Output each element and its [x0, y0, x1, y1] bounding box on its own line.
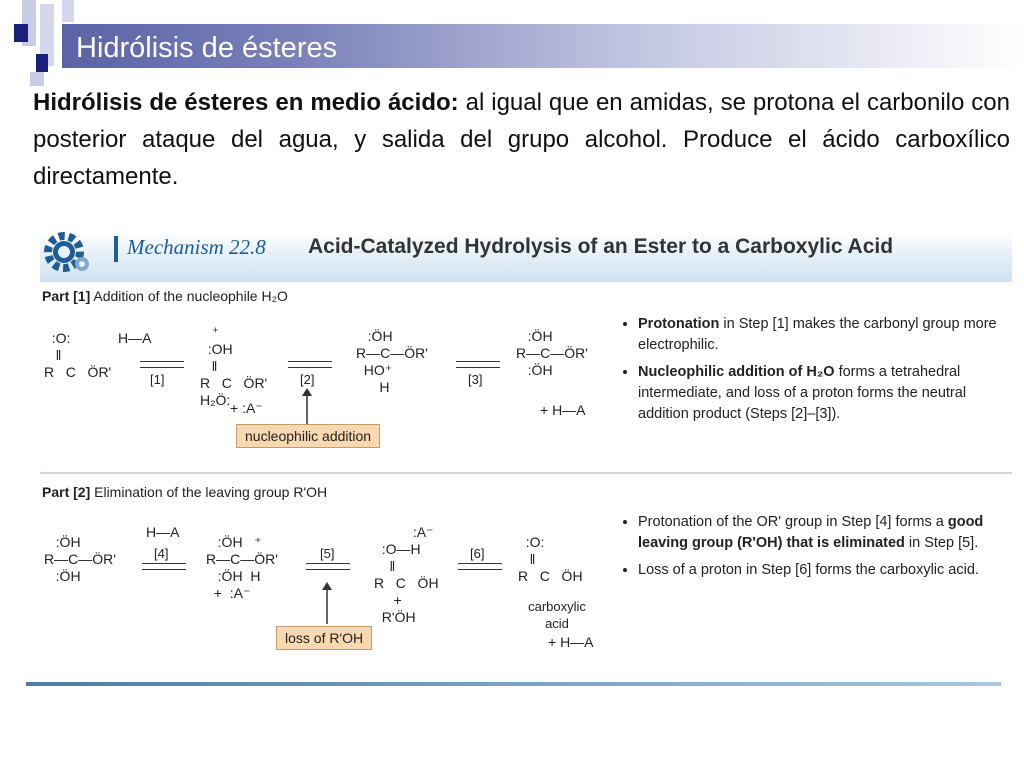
part2-reagent: H—A — [146, 524, 180, 540]
protonated-ester: ⁺ :OH ‖ R C ÖR' H₂Ö: — [200, 324, 268, 408]
part1-label-text: Addition of the nucleophile H₂O — [93, 288, 288, 304]
part1-reagent: H—A — [118, 330, 152, 346]
part2-product-extra: + H—A — [548, 634, 594, 650]
part1-product-extra: + H—A — [540, 402, 586, 418]
part2-note-1: • Protonation of the OR' group in Step [4] forms a good leaving group (R'OH) that is eliminated in Step [5]. — [638, 512, 1012, 554]
gear-icon — [40, 224, 96, 280]
intro-paragraph — [33, 84, 1010, 195]
part2-label — [42, 484, 327, 500]
eq-arrow-1 — [140, 360, 184, 370]
part2-label-bold: Part [2] — [42, 484, 91, 500]
tetrahedral-intermediate: :ÖH R—C—ÖR' HO⁺ H — [356, 328, 428, 395]
part1-note-1: • Protonation in Step [1] makes the carbonyl group more electrophilic. — [638, 314, 1012, 356]
part1-note-2: • Nucleophilic addition of H₂O forms a tetrahedral intermediate, and loss of a proton forms the neutral addition product (Steps [2]–[3]). — [638, 362, 1012, 425]
step-1-label: [1] — [150, 372, 165, 387]
mechanism-label: Mechanism 22.8 — [127, 235, 266, 259]
oxocarbenium-ion: :A⁻ :O—H ‖ R C ÖH + R'ÖH — [374, 524, 439, 625]
step-3-label: [3] — [468, 372, 483, 387]
nucleophilic-addition-box: nucleophilic addition — [236, 424, 380, 448]
protonated-leaving-group: :ÖH ⁺ R—C—ÖR' :ÖH H + :A⁻ — [206, 534, 278, 601]
eq-arrow-5 — [306, 562, 350, 572]
pointer-arrow-1 — [292, 388, 322, 428]
pointer-arrow-2 — [312, 582, 342, 626]
addition-product: :ÖH R—C—ÖR' :ÖH — [516, 328, 588, 378]
figure-bottom-rule — [26, 682, 1001, 686]
step-2-label: [2] — [300, 372, 315, 387]
carboxylic-acid: :O: ‖ R C ÖH — [518, 534, 583, 584]
eq-arrow-3 — [456, 360, 500, 370]
intro-bold: Hidrólisis de ésteres en medio ácido: — [33, 89, 459, 116]
part2-notes — [620, 512, 1012, 587]
part1-label-bold: Part [1] — [42, 288, 91, 304]
part1-notes — [620, 314, 1012, 431]
ester-structure: :O: ‖ R C ÖR' — [44, 330, 112, 380]
step-5-label: [5] — [320, 546, 335, 561]
intro-text: al igual que en amidas, se protona el carbonilo con posterior ataque del agua, y salida del grupo alcohol. Produce el ácido carboxílico directamente. — [33, 89, 1010, 190]
part1-byproduct: + :A⁻ — [230, 400, 263, 416]
step-6-label: [6] — [470, 546, 485, 561]
carboxylic-acid-label: carboxylic acid — [528, 599, 586, 631]
eq-arrow-6 — [458, 562, 502, 572]
part2-note-2: • Loss of a proton in Step [6] forms the carboxylic acid. — [638, 560, 1012, 581]
part2-label-text: Elimination of the leaving group R'OH — [94, 484, 328, 500]
header-separator — [114, 236, 118, 262]
neutral-intermediate: :ÖH R—C—ÖR' :ÖH — [44, 534, 116, 584]
loss-of-roh-box: loss of R'OH — [276, 626, 372, 650]
part1-label — [42, 288, 288, 304]
step-4-label: [4] — [154, 546, 169, 561]
eq-arrow-4 — [142, 562, 186, 572]
mechanism-title: Acid-Catalyzed Hydrolysis of an Ester to a Carboxylic Acid — [308, 235, 894, 258]
part-divider — [40, 472, 1012, 474]
slide-title: Hidrólisis de ésteres — [76, 32, 338, 64]
mechanism-figure — [22, 212, 1012, 692]
eq-arrow-2 — [288, 360, 332, 370]
